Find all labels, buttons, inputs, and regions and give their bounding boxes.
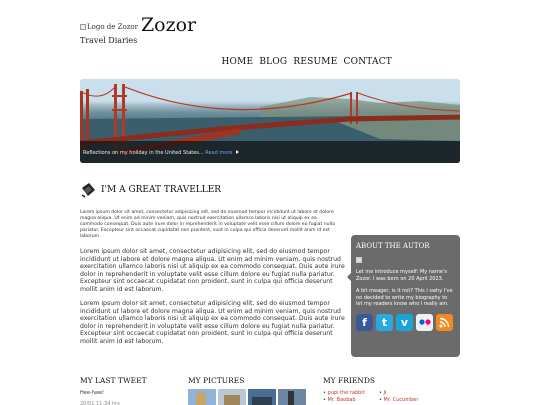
slider-caption (83, 150, 239, 156)
section-title: I'M A GREAT TRAVELLER (101, 185, 222, 195)
about-text: A bit meager, is it not? This i swhy I've no decided to write my biography to let my readers know who I really am. (356, 288, 453, 307)
vimeo-icon[interactable]: v (396, 314, 413, 331)
pictures-gallery (188, 389, 306, 405)
social-links (356, 314, 455, 331)
about-title: ABOUT THE AUTOR (356, 242, 430, 250)
gallery-thumbnail[interactable] (218, 389, 246, 405)
nav-blog[interactable]: BLOG (259, 57, 288, 67)
body-paragraph-2: Lorem ipsum dolor sit amet, consectetur adipisicing elit, sed do eiusmod tempor incididunt ut labore et dolore magna aliqua. Ut enim ad minim veniam, quis nostrud exercitation ullamco laboris nisi ut aliquip ex ea commodo consequat. Duis aute irure dolor in reprehenderit in voluptate velit esse cillum dolore eu fugiat nulla pariatur. Excepteur sint occaecat cupidatat non proident, sunt in culpa qui officia deserunt mollit anim id est laborum. (80, 300, 345, 345)
tweet-text: Hee-haw! (80, 390, 105, 396)
twitter-icon[interactable]: t (376, 314, 393, 331)
nav-home[interactable]: HOME (221, 57, 254, 67)
site-tagline: Travel Diaries (80, 36, 138, 45)
rss-icon[interactable] (436, 314, 453, 331)
read-more-link[interactable]: Read more (205, 150, 233, 156)
last-tweet-title: MY LAST TWEET (80, 376, 147, 385)
flickr-icon[interactable] (416, 314, 433, 331)
gallery-thumbnail[interactable] (188, 389, 216, 405)
nav-contact[interactable]: CONTACT (343, 57, 392, 67)
body-paragraph-1: Lorem ipsum dolor sit amet, consectetur adipisicing elit, sed do eiusmod tempor incididunt ut labore et dolore magna aliqua. Ut enim ad minim veniam, quis nostrud exercitation ullamco laboris nisi ut aliquip ex ea commodo consequat. Duis aute irure dolor in reprehenderit in voluptate velit esse cillum dolore eu fugiat nulla pariatur. Excepteur sint occaecat cupidatat non proident, sunt in culpa qui officia deserunt mollit anim id est laborum. (80, 248, 345, 293)
banner-slider[interactable] (80, 79, 460, 163)
intro-paragraph: Lorem ipsum dolor sit amet, consectetur adipisicing elit, sed do eiusmod tempor incididunt ut labore et dolore magna aliqua. Ut enim ad minim veniam, quis nostrud exercitation ullamco laboris nisi ut aliquip ex ea commodo consequat. Duis aute irure dolor in reprehenderit in voluptate velit esse cillum dolore eu fugiat nulla pariatur. Excepteur sint occaecat cupidatat non proident, sunt in culpa qui officia deserunt mollit anim id est laborum. (80, 210, 335, 239)
facebook-icon[interactable]: f (356, 314, 373, 331)
about-intro: Let me introduce myself: My name's Zozor. I was born on 20 April 2023. (356, 269, 447, 282)
nav-resume[interactable]: RESUME (293, 57, 338, 67)
pen-icon (80, 182, 96, 198)
logo-image (80, 23, 138, 31)
arrow-right-icon[interactable] (236, 150, 239, 154)
caption-text: Reflections on my holiday in the United States... (83, 150, 204, 156)
about-notch (347, 273, 351, 281)
friends-title: MY FRIENDS (323, 376, 376, 385)
friend-link[interactable]: • pupi the rabbit (323, 390, 379, 396)
pictures-title: MY PICTURES (188, 376, 245, 385)
broken-image-icon (356, 257, 362, 263)
friend-link[interactable]: • Mr. Baobab (323, 397, 379, 403)
friend-link[interactable]: • Mr. Cucumber (379, 397, 435, 403)
section-header (80, 182, 221, 198)
site-logo[interactable] (80, 16, 196, 35)
gallery-thumbnail[interactable] (278, 389, 306, 405)
friend-link[interactable]: • Ji (379, 390, 435, 396)
about-author-box (351, 235, 460, 357)
site-title: Zozor (140, 14, 197, 36)
friends-list (323, 390, 435, 403)
gallery-thumbnail[interactable] (248, 389, 276, 405)
tweet-time: 20/01 11:34 hrs (80, 401, 120, 405)
logo-alt-text: Logo de Zozor (87, 23, 138, 31)
main-nav (218, 57, 392, 67)
broken-image-icon (80, 24, 86, 30)
